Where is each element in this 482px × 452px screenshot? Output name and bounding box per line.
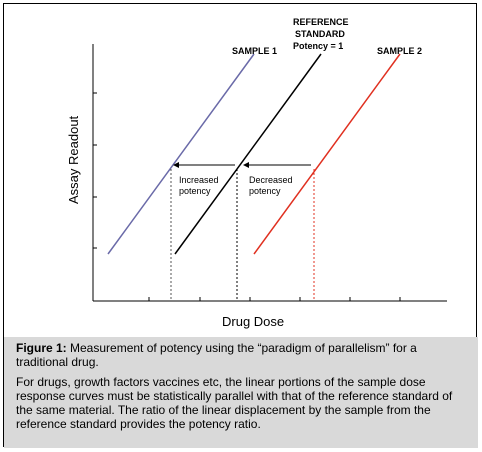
decreased-potency-label-line2: potency (249, 186, 281, 196)
figure-title (16, 341, 468, 369)
decreased-potency-label-line1: Decreased (249, 175, 293, 185)
potency-diagram (4, 4, 478, 337)
increased-potency-label-line2: potency (179, 186, 211, 196)
sample1-line (108, 54, 254, 254)
figure-caption (4, 337, 478, 448)
figure-title-text: Measurement of potency using the “paradigm of parallelism” for a traditional drug. (16, 341, 417, 369)
reference-standard-line (175, 54, 321, 254)
reference-label-line3: Potency = 1 (293, 41, 344, 51)
y-axis-label: Assay Readout (66, 115, 81, 204)
sample1-label: SAMPLE 1 (232, 46, 278, 56)
sample2-line (254, 54, 400, 254)
figure-label: Figure 1: (16, 341, 67, 355)
figure-frame (3, 3, 477, 447)
figure-body-text: For drugs, growth factors vaccines etc, the linear portions of the sample dose response curves must be statistically parallel with that of the reference standard of the same material. The ratio of the linear displacement by the sample from the reference standard provides the potency ratio. (16, 375, 453, 431)
reference-label-line1: REFERENCE (293, 17, 349, 27)
sample2-label: SAMPLE 2 (377, 46, 423, 56)
x-axis-label: Drug Dose (222, 314, 285, 329)
increased-potency-label-line1: Increased (179, 175, 219, 185)
reference-label-line2: STANDARD (295, 29, 345, 39)
